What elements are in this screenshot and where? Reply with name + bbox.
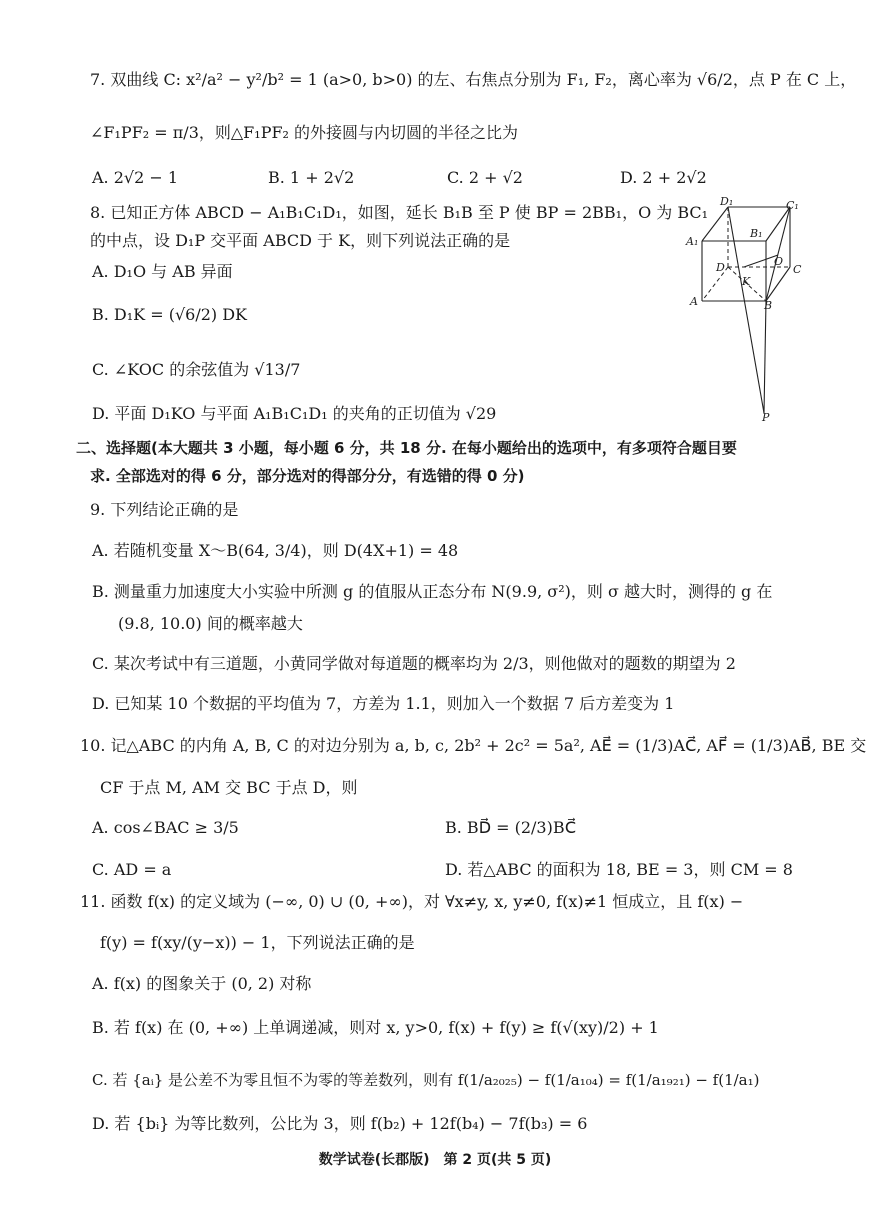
section2-line1: 二、选择题(本大题共 3 小题，每小题 6 分，共 18 分. 在每小题给出的选项中，有多项符合题目要	[76, 439, 737, 457]
q8-option-d: D. 平面 D₁KO 与平面 A₁B₁C₁D₁ 的夹角的正切值为 √29	[92, 404, 497, 423]
label-b1: B₁	[750, 227, 763, 240]
edge-ok	[744, 255, 778, 267]
q11-option-b: B. 若 f(x) 在 (0, +∞) 上单调递减，则对 x, y>0, f(x) + f(y) ≥ f(√(xy)/2) + 1	[92, 1018, 659, 1037]
q9-option-a: A. 若随机变量 X～B(64, 3/4)，则 D(4X+1) = 48	[92, 541, 459, 560]
label-a: A	[690, 295, 698, 308]
label-k: K	[742, 275, 751, 288]
q8-option-c: C. ∠KOC 的余弦值为 √13/7	[92, 360, 301, 379]
q9-option-b-line2: (9.8, 10.0) 间的概率越大	[118, 614, 303, 633]
q7-option-a: A. 2√2 − 1	[92, 168, 179, 187]
label-c: C	[793, 263, 802, 276]
q10-line1: 10. 记△ABC 的内角 A, B, C 的对边分别为 a, b, c, 2b² + 2c² = 5a², AE⃗ = (1/3)AC⃗, AF⃗ = (1/3)AB⃗, BE 交	[80, 736, 867, 755]
q8-option-a: A. D₁O 与 AB 异面	[92, 262, 233, 281]
q8-option-b: B. D₁K = (√6/2) DK	[92, 305, 247, 324]
q7-line1: 7. 双曲线 C: x²/a² − y²/b² = 1 (a>0, b>0) 的左、右焦点分别为 F₁, F₂，离心率为 √6/2，点 P 在 C 上，	[90, 70, 857, 89]
q11-line1: 11. 函数 f(x) 的定义域为 (−∞, 0) ∪ (0, +∞)，对 ∀x≠y, x, y≠0, f(x)≠1 恒成立，且 f(x) −	[80, 892, 744, 911]
q7-option-b: B. 1 + 2√2	[268, 168, 355, 187]
q7-option-d: D. 2 + 2√2	[620, 168, 707, 187]
q8-line1: 8. 已知正方体 ABCD − A₁B₁C₁D₁，如图，延长 B₁B 至 P 使 BP = 2BB₁，O 为 BC₁	[90, 203, 709, 222]
label-b: B	[764, 299, 773, 312]
label-a1: A₁	[686, 235, 699, 248]
label-o: O	[774, 255, 784, 268]
label-p: P	[762, 411, 770, 424]
q9-stem: 9. 下列结论正确的是	[90, 500, 239, 519]
q7-line2: ∠F₁PF₂ = π/3，则△F₁PF₂ 的外接圆与内切圆的半径之比为	[90, 123, 519, 142]
section2-line2: 求. 全部选对的得 6 分，部分选对的得部分分，有选错的得 0 分)	[90, 467, 525, 485]
page-footer: 数学试卷(长郡版) 第 2 页(共 5 页)	[318, 1152, 552, 1168]
q11-line2: f(y) = f(xy/(y−x)) − 1，下列说法正确的是	[100, 933, 415, 952]
cube-figure	[680, 195, 810, 425]
edge-b1c1	[766, 207, 790, 241]
edge-bc	[766, 267, 790, 301]
label-d: D	[716, 261, 725, 274]
q11-option-d: D. 若 {bᵢ} 为等比数列，公比为 3，则 f(b₂) + 12f(b₄) − 7f(b₃) = 6	[92, 1114, 588, 1133]
label-d1: D₁	[720, 195, 734, 208]
q7-option-c: C. 2 + √2	[447, 168, 523, 187]
q10-option-b: B. BD⃗ = (2/3)BC⃗	[445, 818, 577, 837]
q10-option-a: A. cos∠BAC ≥ 3/5	[92, 818, 239, 837]
edge-bc1	[766, 207, 790, 301]
q11-option-c: C. 若 {aᵢ} 是公差不为零且恒不为零的等差数列，则有 f(1/a₂₀₂₅) − f(1/a₁₀₄) = f(1/a₁₉₂₁) − f(1/a₁)	[92, 1071, 760, 1089]
q9-option-d: D. 已知某 10 个数据的平均值为 7，方差为 1.1，则加入一个数据 7 后方差变为 1	[92, 694, 675, 713]
q11-option-a: A. f(x) 的图象关于 (0, 2) 对称	[92, 974, 312, 993]
label-c1: C₁	[786, 199, 799, 212]
q8-line2: 的中点，设 D₁P 交平面 ABCD 于 K，则下列说法正确的是	[90, 231, 511, 250]
q9-option-c: C. 某次考试中有三道题，小黄同学做对每道题的概率均为 2/3，则他做对的题数的期望为 2	[92, 654, 736, 673]
edge-a1d1	[702, 207, 728, 241]
edge-bp	[764, 301, 766, 413]
q10-line2: CF 于点 M, AM 交 BC 于点 D，则	[100, 778, 358, 797]
q9-option-b-line1: B. 测量重力加速度大小实验中所测 g 的值服从正态分布 N(9.9, σ²)，则 σ 越大时，测得的 g 在	[92, 582, 773, 601]
q10-option-d: D. 若△ABC 的面积为 18, BE = 3，则 CM = 8	[445, 860, 793, 879]
q10-option-c: C. AD = a	[92, 860, 172, 879]
